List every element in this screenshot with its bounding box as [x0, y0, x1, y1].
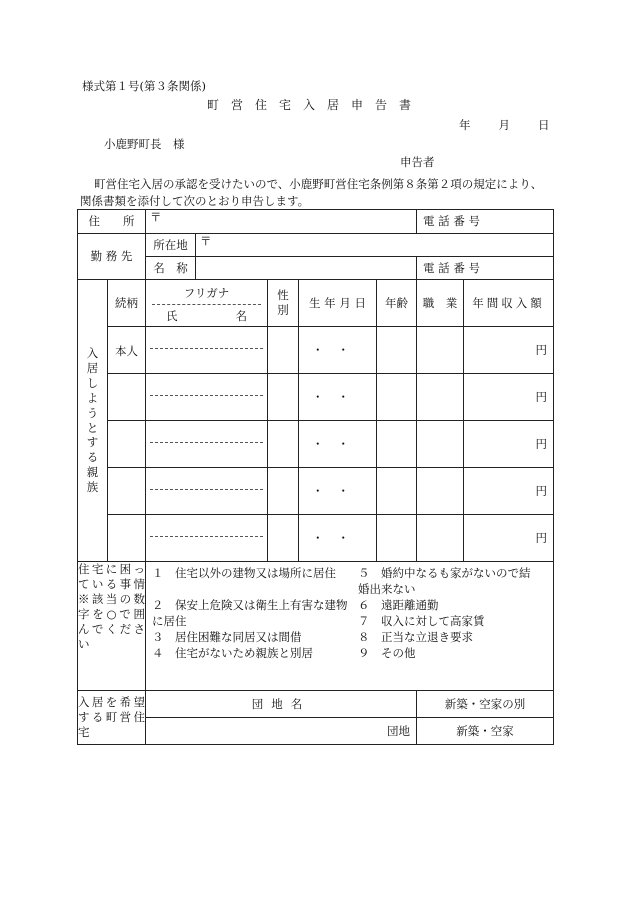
family-relation[interactable]: 本人: [108, 327, 146, 374]
workplace-name-field[interactable]: [196, 257, 417, 280]
family-birth[interactable]: ・・: [299, 327, 377, 374]
family-relation[interactable]: [108, 468, 146, 515]
col-job: 職 業: [417, 280, 464, 327]
col-relation: 続柄: [108, 280, 146, 327]
family-relation[interactable]: [108, 515, 146, 562]
application-form-table: [77, 209, 554, 745]
address-field[interactable]: [146, 210, 417, 234]
reason-6[interactable]: ６ 遠距離通勤: [358, 598, 439, 612]
family-income[interactable]: 円: [464, 468, 554, 515]
family-sex[interactable]: [268, 421, 299, 468]
family-age[interactable]: [377, 374, 417, 421]
family-income[interactable]: 円: [464, 515, 554, 562]
workplace-row-2: [78, 257, 554, 280]
year-label: 年: [459, 118, 471, 132]
family-age[interactable]: [377, 421, 417, 468]
furigana-line: [150, 518, 263, 537]
desired-value-row: [78, 718, 554, 745]
workplace-label: 勤 務 先: [78, 234, 146, 280]
family-income[interactable]: 円: [464, 374, 554, 421]
desired-label: 入居を希望する町営住宅: [78, 691, 146, 745]
family-job[interactable]: [417, 327, 464, 374]
estate-name-header: 団地名: [146, 691, 417, 718]
form-number: 様式第１号(第３条関係): [82, 79, 206, 93]
body-text: [80, 176, 560, 210]
family-name-cell[interactable]: [146, 374, 268, 421]
family-name-cell[interactable]: [146, 515, 268, 562]
col-income: 年間収入額: [464, 280, 554, 327]
col-name-labels: 氏 名: [166, 308, 247, 323]
reason-9[interactable]: ９ その他: [358, 646, 416, 660]
col-birth: 生 年 月 日: [299, 280, 377, 327]
family-sex[interactable]: [268, 327, 299, 374]
reason-8[interactable]: ８ 正当な立退き要求: [358, 630, 473, 644]
address-row: [78, 210, 554, 234]
body-line-1: 町営住宅入居の承認を受けたいので、小鹿野町営住宅条例第８条第２項の規定により、: [94, 177, 543, 191]
family-relation[interactable]: [108, 374, 146, 421]
address-label: 住 所: [78, 210, 146, 234]
family-row: [78, 515, 554, 562]
family-sex[interactable]: [268, 515, 299, 562]
family-row: [78, 421, 554, 468]
family-age[interactable]: [377, 468, 417, 515]
furigana-line: [150, 424, 263, 443]
reason-3[interactable]: ３ 居住困難な同居又は間借: [152, 630, 302, 644]
family-birth[interactable]: ・・: [299, 374, 377, 421]
date-row: [459, 120, 550, 132]
address-phone-label: 電 話 番 号: [417, 210, 554, 234]
family-birth[interactable]: ・・: [299, 468, 377, 515]
estate-name-field[interactable]: 団地: [146, 718, 417, 745]
workplace-postal-mark: 〒: [200, 234, 212, 248]
type-field[interactable]: 新築・空家: [417, 718, 554, 745]
postal-mark: 〒: [150, 210, 162, 224]
housing-need-label: 住宅に困っている事情※該当の数字を○で囲んでください: [78, 562, 146, 691]
family-row: [78, 327, 554, 374]
type-header: 新築・空家の別: [417, 691, 554, 718]
reason-2[interactable]: ２ 保安上危険又は衛生上有害な建物に居住: [152, 598, 348, 628]
family-job[interactable]: [417, 515, 464, 562]
reason-5[interactable]: ５ 婚約中なるも家がないので結婚出来ない: [358, 566, 531, 596]
family-job[interactable]: [417, 468, 464, 515]
workplace-location-field[interactable]: [196, 234, 554, 257]
reason-grid: [146, 562, 553, 664]
family-name-cell[interactable]: [146, 421, 268, 468]
reason-7[interactable]: ７ 収入に対して高家賃: [358, 614, 485, 628]
family-row: [78, 468, 554, 515]
family-job[interactable]: [417, 374, 464, 421]
family-header-row: [78, 280, 554, 327]
family-sex[interactable]: [268, 374, 299, 421]
family-birth[interactable]: ・・: [299, 421, 377, 468]
family-job[interactable]: [417, 421, 464, 468]
family-income[interactable]: 円: [464, 421, 554, 468]
family-age[interactable]: [377, 515, 417, 562]
family-sex[interactable]: [268, 468, 299, 515]
desired-header-row: [78, 691, 554, 718]
family-row: [78, 374, 554, 421]
family-name-cell[interactable]: [146, 468, 268, 515]
furigana-line: [150, 330, 263, 349]
addressee: 小鹿野町長 様: [104, 137, 185, 151]
body-line-2: 関係書類を添付して次のとおり申告します。: [80, 194, 310, 208]
family-age[interactable]: [377, 327, 417, 374]
day-label: 日: [538, 118, 550, 132]
reason-4[interactable]: ４ 住宅がないため親族と別居: [152, 646, 313, 660]
col-furigana: フリガナ: [152, 283, 261, 305]
housing-need-reasons[interactable]: [146, 562, 554, 691]
form-title: 町営住宅入居申告書: [206, 98, 423, 112]
applicant-label: 申告者: [400, 155, 435, 169]
furigana-line: [150, 377, 263, 396]
reason-1[interactable]: １ 住宅以外の建物又は場所に居住: [152, 566, 336, 580]
family-birth[interactable]: ・・: [299, 515, 377, 562]
family-name-cell[interactable]: [146, 327, 268, 374]
workplace-row-1: [78, 234, 554, 257]
month-label: 月: [498, 118, 510, 132]
furigana-line: [150, 471, 263, 490]
housing-need-row: [78, 562, 554, 691]
col-name: [146, 280, 268, 327]
workplace-location-label: 所在地: [146, 234, 196, 257]
col-sex: 性 別: [268, 280, 299, 327]
family-section-label: 入 居 し よ う と す る 親 族: [78, 280, 108, 562]
workplace-name-label: 名 称: [146, 257, 196, 280]
family-income[interactable]: 円: [464, 327, 554, 374]
workplace-phone-label: 電 話 番 号: [417, 257, 554, 280]
col-age: 年齢: [377, 280, 417, 327]
family-relation[interactable]: [108, 421, 146, 468]
